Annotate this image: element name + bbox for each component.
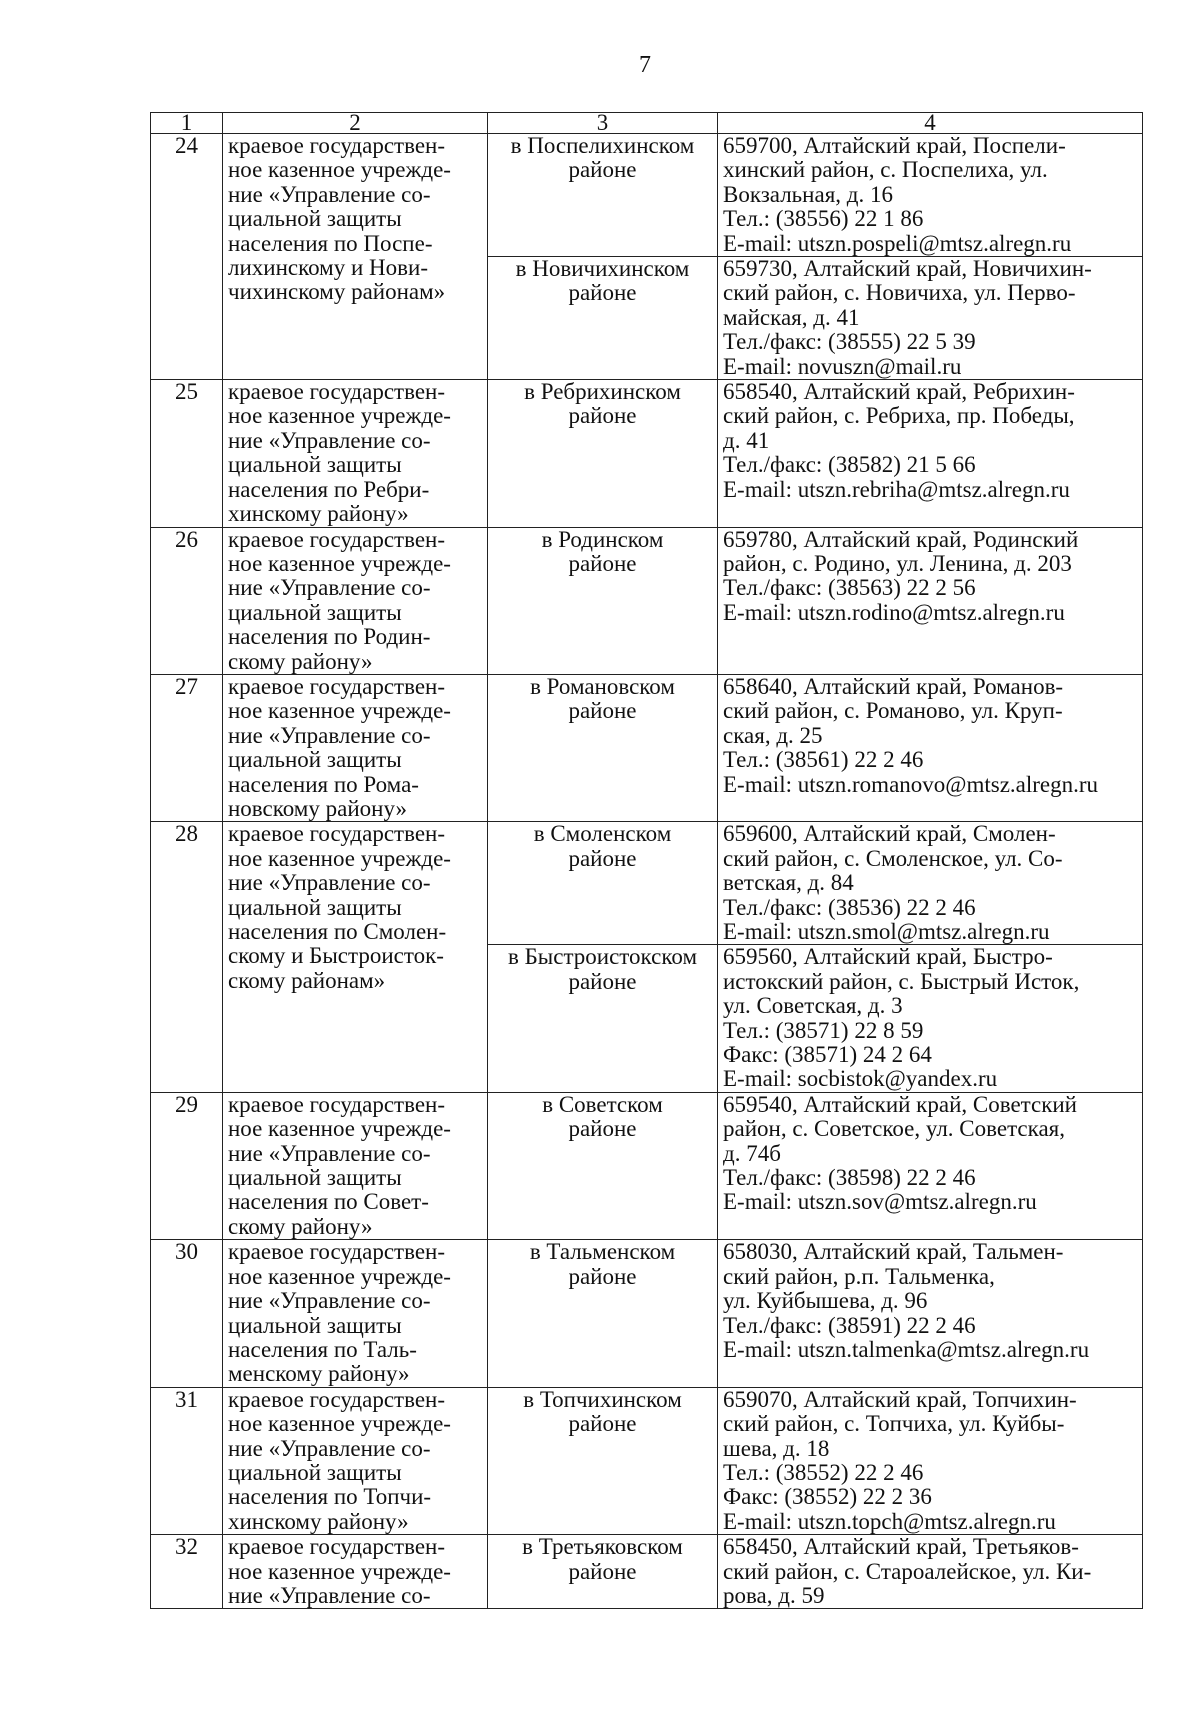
contact-address: 659730, Алтайский край, Новичихин- ский район, с. Новичиха, ул. Перво- майская, д. 41 Тел./факс: (38555) 22 5 39 E-mail: novuszn@mail.ru bbox=[718, 257, 1143, 380]
contact-address: 658030, Алтайский край, Тальмен- ский район, р.п. Тальменка, ул. Куйбышева, д. 96 Тел./факс: (38591) 22 2 46 E-mail: utszn.talmenka@mtsz.alregn.ru bbox=[718, 1240, 1143, 1387]
table-row bbox=[151, 380, 1143, 527]
district-name: в Ребрихинском районе bbox=[488, 380, 718, 527]
institutions-table bbox=[150, 112, 1143, 1609]
institution-name: краевое государствен- ное казенное учрежде- ние «Управление со- циальной защиты населения по Смолен- скому и Быстроисток- скому районам» bbox=[223, 822, 488, 1092]
institution-name: краевое государствен- ное казенное учрежде- ние «Управление со- циальной защиты населения по Совет- скому району» bbox=[223, 1092, 488, 1239]
row-number: 30 bbox=[151, 1240, 223, 1387]
table-row bbox=[151, 1240, 1143, 1387]
institution-name: краевое государствен- ное казенное учрежде- ние «Управление со- bbox=[223, 1535, 488, 1609]
row-number: 25 bbox=[151, 380, 223, 527]
table-row bbox=[151, 822, 1143, 945]
table-body bbox=[151, 134, 1143, 1609]
header-row bbox=[151, 113, 1143, 134]
table-row bbox=[151, 1092, 1143, 1239]
contact-address: 659700, Алтайский край, Поспели- хинский район, с. Поспелиха, ул. Вокзальная, д. 16 Тел.: (38556) 22 1 86 E-mail: utszn.pospeli@mtsz.alregn.ru bbox=[718, 134, 1143, 257]
table-row bbox=[151, 674, 1143, 821]
row-number: 24 bbox=[151, 134, 223, 380]
district-name: в Советском районе bbox=[488, 1092, 718, 1239]
contact-address: 659540, Алтайский край, Советский район, с. Советское, ул. Советская, д. 74б Тел./факс: (38598) 22 2 46 E-mail: utszn.sov@mtsz.alregn.ru bbox=[718, 1092, 1143, 1239]
district-name: в Топчихинском районе bbox=[488, 1387, 718, 1534]
column-header: 3 bbox=[488, 113, 718, 134]
district-name: в Романовском районе bbox=[488, 674, 718, 821]
column-header: 1 bbox=[151, 113, 223, 134]
row-number: 31 bbox=[151, 1387, 223, 1534]
table-row bbox=[151, 1535, 1143, 1609]
institution-name: краевое государствен- ное казенное учрежде- ние «Управление со- циальной защиты населения по Рома- новскому району» bbox=[223, 674, 488, 821]
district-name: в Смоленском районе bbox=[488, 822, 718, 945]
district-name: в Тальменском районе bbox=[488, 1240, 718, 1387]
column-header: 4 bbox=[718, 113, 1143, 134]
district-name: в Быстроистокском районе bbox=[488, 945, 718, 1092]
institution-name: краевое государствен- ное казенное учрежде- ние «Управление со- циальной защиты населения по Родин- скому району» bbox=[223, 527, 488, 674]
contact-address: 658540, Алтайский край, Ребрихин- ский район, с. Ребриха, пр. Победы, д. 41 Тел./факс: (38582) 21 5 66 E-mail: utszn.rebriha@mtsz.alregn.ru bbox=[718, 380, 1143, 527]
table-row bbox=[151, 1387, 1143, 1534]
column-header: 2 bbox=[223, 113, 488, 134]
table-row bbox=[151, 134, 1143, 257]
institution-name: краевое государствен- ное казенное учрежде- ние «Управление со- циальной защиты населения по Ребри- хинскому району» bbox=[223, 380, 488, 527]
institution-name: краевое государствен- ное казенное учрежде- ние «Управление со- циальной защиты населения по Поспе- лихинскому и Нови- чихинскому районам» bbox=[223, 134, 488, 380]
contact-address: 659600, Алтайский край, Смолен- ский район, с. Смоленское, ул. Со- ветская, д. 84 Тел./факс: (38536) 22 2 46 E-mail: utszn.smol@mtsz.alregn.ru bbox=[718, 822, 1143, 945]
row-number: 28 bbox=[151, 822, 223, 1092]
contact-address: 659070, Алтайский край, Топчихин- ский район, с. Топчиха, ул. Куйбы- шева, д. 18 Тел.: (38552) 22 2 46 Факс: (38552) 22 2 36 E-mail: utszn.topch@mtsz.alregn.ru bbox=[718, 1387, 1143, 1534]
row-number: 26 bbox=[151, 527, 223, 674]
institution-name: краевое государствен- ное казенное учрежде- ние «Управление со- циальной защиты населения по Таль- менскому району» bbox=[223, 1240, 488, 1387]
row-number: 27 bbox=[151, 674, 223, 821]
contact-address: 658450, Алтайский край, Третьяков- ский район, с. Староалейское, ул. Ки- рова, д. 59 bbox=[718, 1535, 1143, 1609]
institution-name: краевое государствен- ное казенное учрежде- ние «Управление со- циальной защиты населения по Топчи- хинскому району» bbox=[223, 1387, 488, 1534]
contact-address: 659780, Алтайский край, Родинский район, с. Родино, ул. Ленина, д. 203 Тел./факс: (38563) 22 2 56 E-mail: utszn.rodino@mtsz.alregn.ru bbox=[718, 527, 1143, 674]
page-number: 7 bbox=[639, 52, 651, 78]
district-name: в Поспелихинском районе bbox=[488, 134, 718, 257]
row-number: 29 bbox=[151, 1092, 223, 1239]
district-name: в Родинском районе bbox=[488, 527, 718, 674]
contact-address: 658640, Алтайский край, Романов- ский район, с. Романово, ул. Круп- ская, д. 25 Тел.: (38561) 22 2 46 E-mail: utszn.romanovo@mtsz.alregn.ru bbox=[718, 674, 1143, 821]
row-number: 32 bbox=[151, 1535, 223, 1609]
contact-address: 659560, Алтайский край, Быстро- истокский район, с. Быстрый Исток, ул. Советская, д. 3 Тел.: (38571) 22 8 59 Факс: (38571) 24 2 64 E-mail: socbistok@yandex.ru bbox=[718, 945, 1143, 1092]
district-name: в Третьяковском районе bbox=[488, 1535, 718, 1609]
district-name: в Новичихинском районе bbox=[488, 257, 718, 380]
table-row bbox=[151, 527, 1143, 674]
